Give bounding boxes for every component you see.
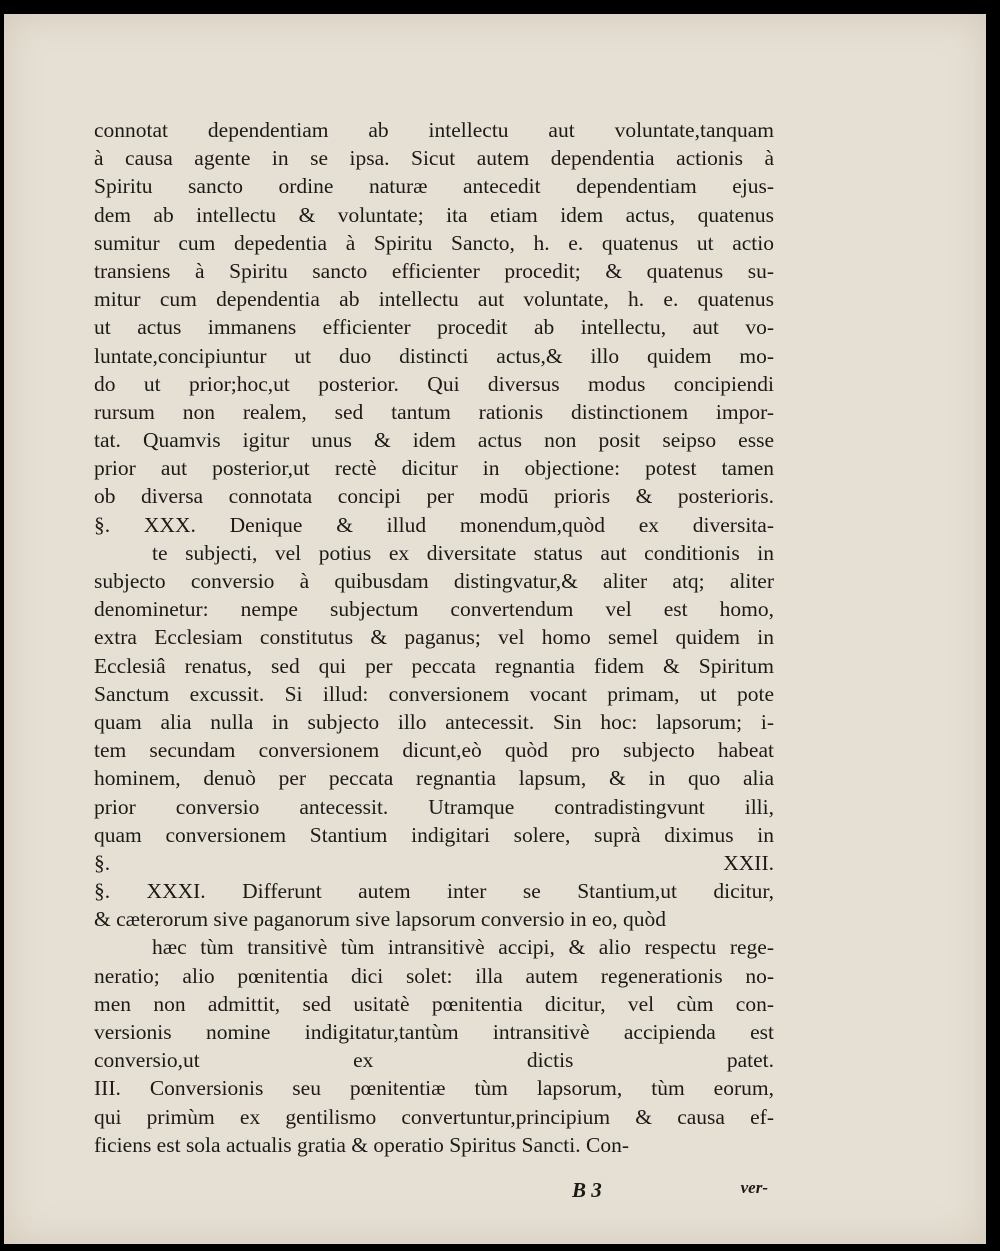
text-line-28: §. XXXI. Differunt autem inter se Stantium,ut dicitur,	[94, 879, 774, 904]
page-body-text	[94, 116, 774, 1159]
text-line-19: extra Ecclesiam constitutus & paganus; vel homo semel quidem in	[94, 625, 774, 650]
text-line-22: quam alia nulla in subjecto illo antecessit. Sin hoc: lapsorum; i-	[94, 709, 774, 734]
book-page	[4, 14, 986, 1244]
signature-mark: B 3	[572, 1178, 602, 1202]
text-line-11: rursum non realem, sed tantum rationis distinctionem impor-	[94, 399, 774, 424]
text-line-26: quam conversionem Stantium indigitari solere, suprà diximus in	[94, 822, 774, 847]
text-line-6: transiens à Spiritu sancto efficienter procedit; & quatenus su-	[94, 258, 774, 283]
text-line-35: III. Conversionis seu pœnitentiæ tùm lapsorum, tùm eorum,	[94, 1076, 774, 1101]
text-line-37: ficiens est sola actualis gratia & operatio Spiritus Sancti. Con-	[94, 1132, 629, 1157]
text-line-1: connotat dependentiam ab intellectu aut voluntate,tanquam	[94, 118, 774, 142]
text-line-27: §. XXII.	[94, 850, 774, 875]
text-line-14: ob diversa connotata concipi per modū prioris & posterioris.	[94, 484, 774, 509]
text-line-8: ut actus immanens efficienter procedit ab intellectu, aut vo-	[94, 315, 774, 340]
text-line-5: sumitur cum depedentia à Spiritu Sancto, h. e. quatenus ut actio	[94, 230, 774, 255]
text-line-2: à causa agente in se ipsa. Sicut autem dependentia actionis à	[94, 146, 774, 171]
text-line-3: Spiritu sancto ordine naturæ antecedit dependentiam ejus-	[94, 174, 774, 199]
text-line-29: & cæterorum sive paganorum sive lapsorum conversio in eo, quòd	[94, 907, 667, 932]
section-xxxi-start: hæc tùm transitivè tùm intransitivè accipi, & alio respectu rege-	[152, 935, 774, 960]
catchword: ver-	[740, 1178, 768, 1197]
text-line-12: tat. Quamvis igitur unus & idem actus non posit seipso esse	[94, 428, 774, 453]
text-line-34: conversio,ut ex dictis patet.	[94, 1048, 774, 1073]
text-line-13: prior aut posterior,ut rectè dicitur in objectione: potest tamen	[94, 456, 774, 481]
text-line-25: prior conversio antecessit. Utramque contradistingvunt illi,	[94, 794, 774, 819]
page-footer	[94, 1178, 774, 1208]
text-line-10: do ut prior;hoc,ut posterior. Qui diversus modus concipiendi	[94, 371, 774, 396]
text-line-24: hominem, denuò per peccata regnantia lapsum, & in quo alia	[94, 766, 774, 791]
text-line-21: Sanctum excussit. Si illud: conversionem vocant primam, ut pote	[94, 681, 774, 706]
text-line-9: luntate,concipiuntur ut duo distincti actus,& illo quidem mo-	[94, 343, 774, 368]
text-line-32: men non admittit, sed usitatè pœnitentia dicitur, vel cùm con-	[94, 991, 774, 1016]
text-line-4: dem ab intellectu & voluntate; ita etiam idem actus, quatenus	[94, 202, 774, 227]
text-line-31: neratio; alio pœnitentia dici solet: illa autem regenerationis no-	[94, 963, 774, 988]
text-line-20: Ecclesiâ renatus, sed qui per peccata regnantia fidem & Spiritum	[94, 653, 774, 678]
text-line-15: §. XXX. Denique & illud monendum,quòd ex diversita-	[94, 512, 774, 537]
text-line-18: denominetur: nempe subjectum convertendum vel est homo,	[94, 597, 774, 622]
scan-border	[986, 14, 1000, 1251]
section-xxx-start: te subjecti, vel potius ex diversitate status aut conditionis in	[152, 540, 774, 565]
text-line-36: qui primùm ex gentilismo convertuntur,principium & causa ef-	[94, 1104, 774, 1129]
text-line-17: subjecto conversio à quibusdam distingvatur,& aliter atq; aliter	[94, 569, 774, 593]
text-line-23: tem secundam conversionem dicunt,eò quòd pro subjecto habeat	[94, 738, 774, 763]
text-line-33: versionis nomine indigitatur,tantùm intransitivè accipienda est	[94, 1020, 774, 1044]
text-line-7: mitur cum dependentia ab intellectu aut voluntate, h. e. quatenus	[94, 287, 774, 312]
